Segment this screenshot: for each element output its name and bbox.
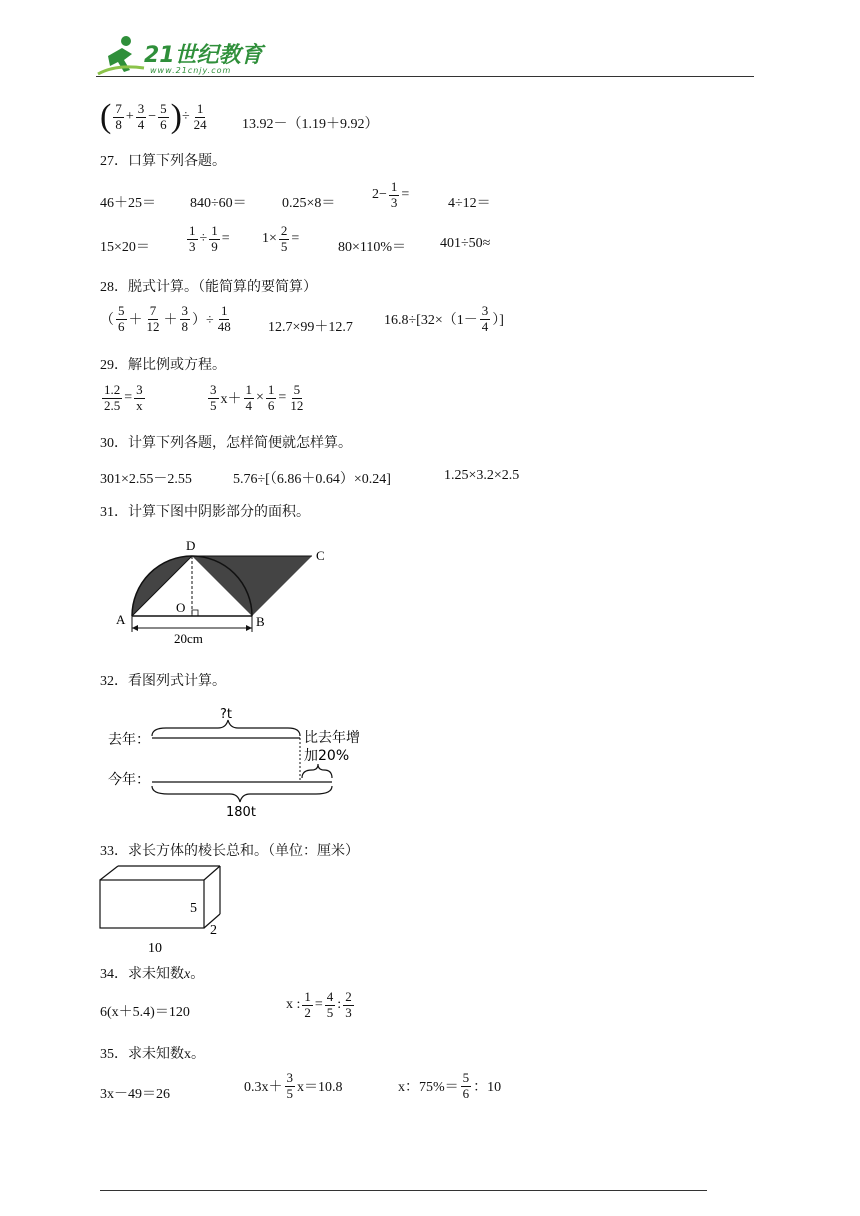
logo-text: 21世纪教育	[144, 43, 263, 68]
q35-eq2: 0.3x＋ $\frac{3}{5}$ x＝10.8	[244, 1070, 343, 1101]
q27-r1-1: 46＋25＝	[100, 196, 156, 211]
q34-title-text: 34．求未知数	[100, 967, 184, 982]
q29-title: 29．解比例或方程。	[100, 358, 226, 373]
q26-expressions	[100, 100, 211, 134]
runner-logo-icon	[96, 34, 146, 78]
q28-expr2: 12.7×99＋12.7	[268, 320, 353, 335]
q32-title: 32．看图列式计算。	[100, 674, 226, 689]
q31-title: 31．计算下图中阴影部分的面积。	[100, 505, 310, 520]
q35-eq2-a: 0.3x＋	[244, 1080, 283, 1096]
q30-expr3: 1.25×3.2×2.5	[444, 468, 520, 483]
q27-r2-1: 15×20＝	[100, 240, 150, 255]
q29-eq1: $\frac{1.2}{2.5}$ = $\frac{3}{x}$	[104, 382, 143, 413]
q32-note2: 加20%	[304, 748, 350, 764]
q35-eq3: x：75%＝ $\frac{5}{6}$ ：10	[398, 1070, 502, 1101]
label-b: B	[256, 614, 265, 629]
q30-expr2: 5.76÷[（6.86＋0.64）×0.24]	[233, 472, 391, 487]
q29-eq2: $\frac{3}{5}$ x＋ $\frac{1}{4}$ × $\frac{1}{6}$ = $\frac{5}{12}$	[210, 382, 304, 413]
label-d: D	[186, 538, 196, 553]
q28-expr3-a: 16.8÷[32×（1－	[384, 313, 478, 329]
q28-expr3-b: ）]	[492, 313, 504, 329]
q34-eq2: x : $\frac{1}{2}$ = $\frac{4}{5}$ : $\frac{2}{3}$	[286, 989, 352, 1020]
q35-eq2-b: x＝10.8	[297, 1080, 343, 1096]
header-logo	[96, 34, 266, 78]
q34-title	[100, 963, 204, 983]
q26-expr2: 13.92－（1.19＋9.92）	[242, 117, 379, 132]
q27-r2-2: $\frac{1}{3}$ ÷ $\frac{1}{9}$ =	[189, 223, 230, 254]
q33-length: 10	[148, 941, 162, 956]
q33-cuboid	[98, 862, 228, 958]
q32-note1: 比去年增	[304, 730, 360, 746]
q32-last-year: 去年：	[108, 732, 150, 748]
q27-r1-2: 840÷60＝	[190, 196, 247, 211]
q28-expr1: （ $\frac{5}{6}$ ＋ $\frac{7}{12}$ ＋ $\frac{3}{8}$ ）÷ $\frac{1}{48}$	[100, 303, 231, 334]
q32-this-year: 今年：	[108, 772, 150, 788]
q28-title: 28．脱式计算。（能简算的要简算）	[100, 280, 317, 295]
q27-r2-4: 80×110%＝	[338, 240, 407, 255]
q35-eq1: 3x－49＝26	[100, 1087, 170, 1102]
q27-r1-3: 0.25×8＝	[282, 196, 336, 211]
header-rule	[96, 76, 754, 77]
label-len: 20cm	[174, 631, 203, 646]
q32-total: 180t	[226, 805, 256, 820]
q35-eq3-a: x：75%＝	[398, 1080, 459, 1096]
q28-expr3: 16.8÷[32×（1－ $\frac{3}{4}$ ）]	[384, 303, 504, 334]
q26-expr1: ( $\frac{7}{8}$ + $\frac{3}{4}$ − $\frac{5}{6}$ ) ÷ $\frac{1}{24}$	[100, 98, 207, 135]
q33-height: 5	[190, 901, 197, 916]
q30-expr1: 301×2.55－2.55	[100, 472, 192, 487]
q27-r1-5: 4÷12＝	[448, 196, 491, 211]
footer-rule	[100, 1190, 707, 1191]
q32-unknown: ?t	[220, 707, 232, 722]
q27-r2-3: 1× $\frac{2}{5}$ =	[262, 223, 300, 254]
q31-figure	[108, 536, 338, 646]
q34-title-end: 。	[190, 967, 205, 982]
q27-r1-4: 2− $\frac{1}{3}$ =	[372, 179, 410, 210]
q34-eq1: 6(x＋5.4)＝120	[100, 1005, 190, 1020]
logo-url: www.21cnjy.com	[150, 66, 232, 75]
q30-title: 30．计算下列各题，怎样简便就怎样算。	[100, 436, 352, 451]
q35-title: 35．求未知数x。	[100, 1047, 205, 1062]
q33-width: 2	[210, 923, 217, 938]
q34-var: x	[184, 967, 191, 982]
label-c: C	[316, 548, 325, 563]
label-o: O	[176, 600, 186, 615]
label-a: A	[116, 612, 126, 627]
q27-title: 27．口算下列各题。	[100, 154, 226, 169]
q27-r2-5: 401÷50≈	[440, 236, 491, 251]
q35-eq3-b: ：10	[473, 1080, 502, 1096]
q33-title: 33．求长方体的棱长总和。（单位：厘米）	[100, 844, 359, 859]
q32-figure	[106, 702, 376, 820]
